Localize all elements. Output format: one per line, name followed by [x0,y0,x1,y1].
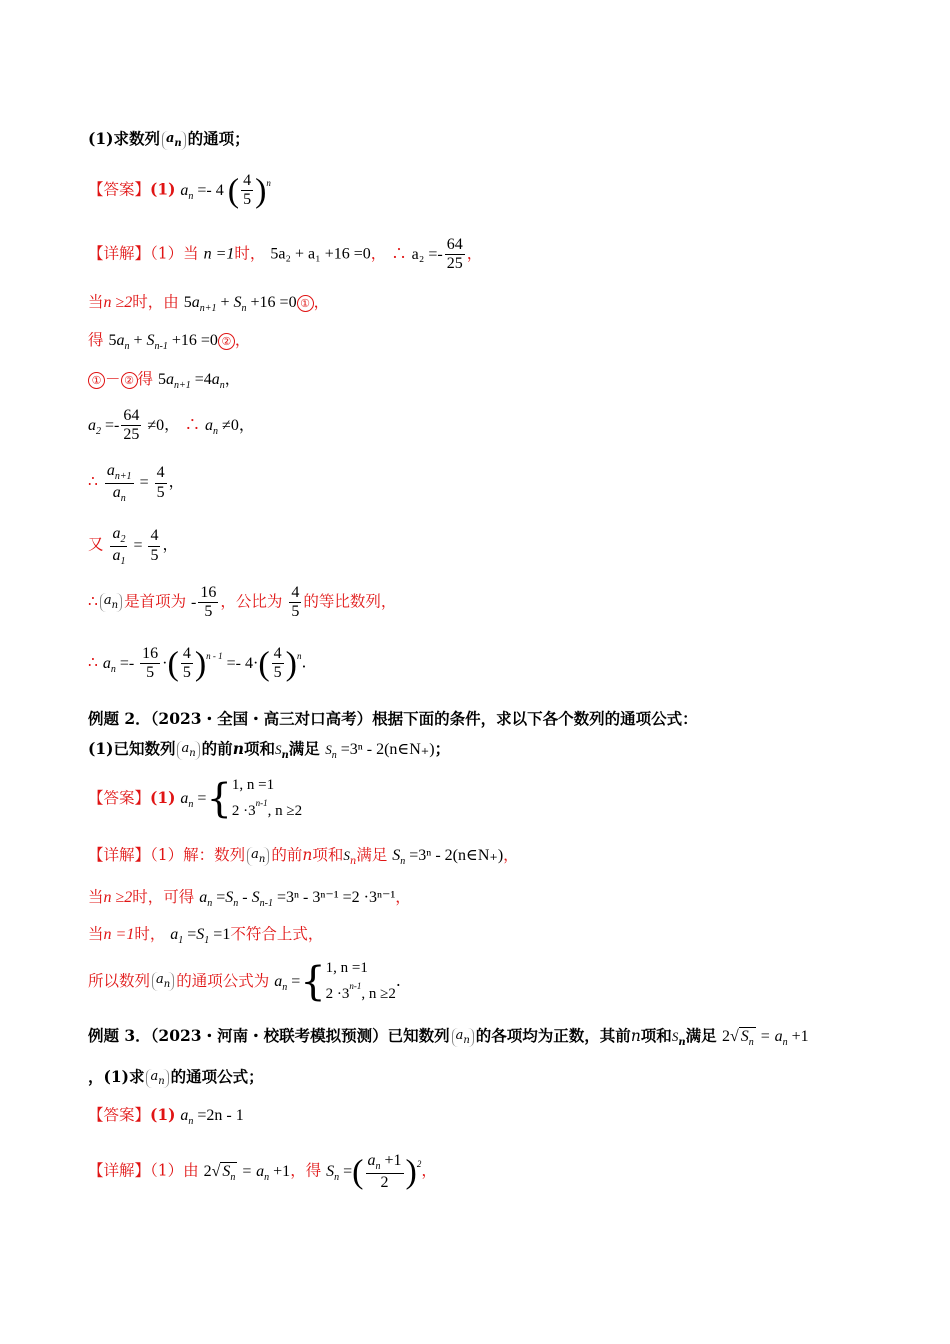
detail-1-line-6: ∴ $\frac{a_{n+1}}{a_n}$ = $\frac{4}{5}$ ， [88,462,185,504]
answer-1: 【答案】(1) $a_n =- 4$ ( $\frac{4}{5}$ )$^n$ [88,171,271,209]
detail-1-line-7: 又 $\frac{a_2}{a_1}$ = $\frac{4}{5}$ ， [88,525,178,567]
example-2-detail-4: 所以数列 $a_n$ 的通项公式为 $a_n =\{1$, n =1 $2 \cdot 3^{n-1}$, n ≥2. [88,958,401,1005]
detail-1-line-9: ∴ $a_n$ =- $\frac{16}{5}$ ·( $\frac{4}{5}$ )$^{n - 1}$ =- 4·( $\frac{4}{5}$ )$^n$. [88,644,307,682]
question-1: (1)求数列 $a_n$ 的通项； [88,129,250,149]
detail-1-line-2: 当n ≥2时，由 $5a_{n+1} + S_n +16 =0$ ① ， [88,293,330,314]
detail-1-line-1: 【详解】（1）当 n =1时， 5a₂ + a₁ +16 =0， ∴ a₂ =- $\frac{64}{25}$ ， [88,236,483,273]
example-2-question: (1)已知数列 $a_n$ 的前n项和$S_n$满足 $S_n =3^n$ - 2(n∈N₊)； [88,739,451,761]
example-3-title: 例题 3．（2023・河南・校联考模拟预测）已知数列 $a_n$ 的各项均为正数，其前n项和$S_n$满足 2√ $S_n = a_n +1$ [88,1026,809,1048]
example-2-detail-2: 当n ≥2时，可得 $a_n =S_n - S_{n-1} =3^n - 3^{n-1} =2 \cdot 3^{n-1}$， [88,888,411,909]
example-2-answer: 【答案】(1) $a_n =\{1$, n =1 $2 \cdot 3^{n-1}$, n ≥2 [88,775,303,822]
example-3-question: ，(1)求 $a_n$ 的通项公式； [88,1067,264,1087]
detail-1-line-3: 得 $5a_n + S_{n-1} +16 =0$ ② ， [88,331,251,352]
example-3-detail: 【详解】（1）由 2√ $S_n = a_n +1$，得 $S_n$ =( $\frac{a_n +1}{2}$ )$^2$， [88,1152,437,1191]
detail-1-line-5: $a_2$ =- $\frac{64}{25}$ ≠0， ∴ $a_n \ne 0$， [88,407,255,444]
detail-1-line-8: ∴ $a_n$ 是首项为 - $\frac{16}{5}$ ，公比为 $\frac{4}{5}$ 的等比数列， [88,584,397,621]
example-2-detail-1: 【详解】（1）解：数列 $a_n$ 的前n项和$S_n$满足 $S_n =3^n$ - 2(n∈N₊)， [88,846,519,867]
example-2-detail-3: 当n =1时， $a_1 =S_1 =1$不符合上式， [88,925,324,946]
example-3-answer: 【答案】(1) $a_n =2n - 1$ [88,1105,244,1127]
sequence-set: $a_n$ [162,131,186,150]
detail-1-line-4: ① － ② 得 $5a_{n+1} =4a_n$， [88,370,240,392]
example-2-title: 例题 2．（2023・全国・高三对口高考）根据下面的条件，求以下各个数列的通项公式： [88,709,698,728]
